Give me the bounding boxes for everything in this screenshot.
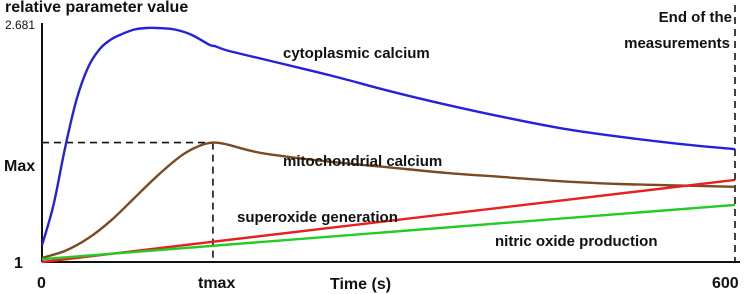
- end-annotation-line1: End of the: [658, 9, 732, 26]
- y-axis-title: relative parameter value: [5, 0, 189, 16]
- label-superoxide-generation: superoxide generation: [237, 209, 398, 226]
- y-tick-bottom: 1: [14, 255, 23, 272]
- x-tick-tmax: tmax: [198, 275, 236, 292]
- y-tick-top: 2.681: [5, 18, 36, 32]
- y-tick-max: Max: [4, 158, 36, 175]
- x-axis-title: Time (s): [330, 276, 392, 293]
- label-nitric-oxide-production: nitric oxide production: [495, 233, 658, 250]
- label-mitochondrial-calcium: mitochondrial calcium: [283, 153, 443, 170]
- series-layer: [42, 28, 735, 262]
- x-tick-zero: 0: [37, 275, 46, 292]
- end-annotation-line2: measurements: [624, 35, 730, 52]
- x-tick-end: 600: [712, 275, 739, 292]
- label-cytoplasmic-calcium: cytoplasmic calcium: [283, 45, 430, 62]
